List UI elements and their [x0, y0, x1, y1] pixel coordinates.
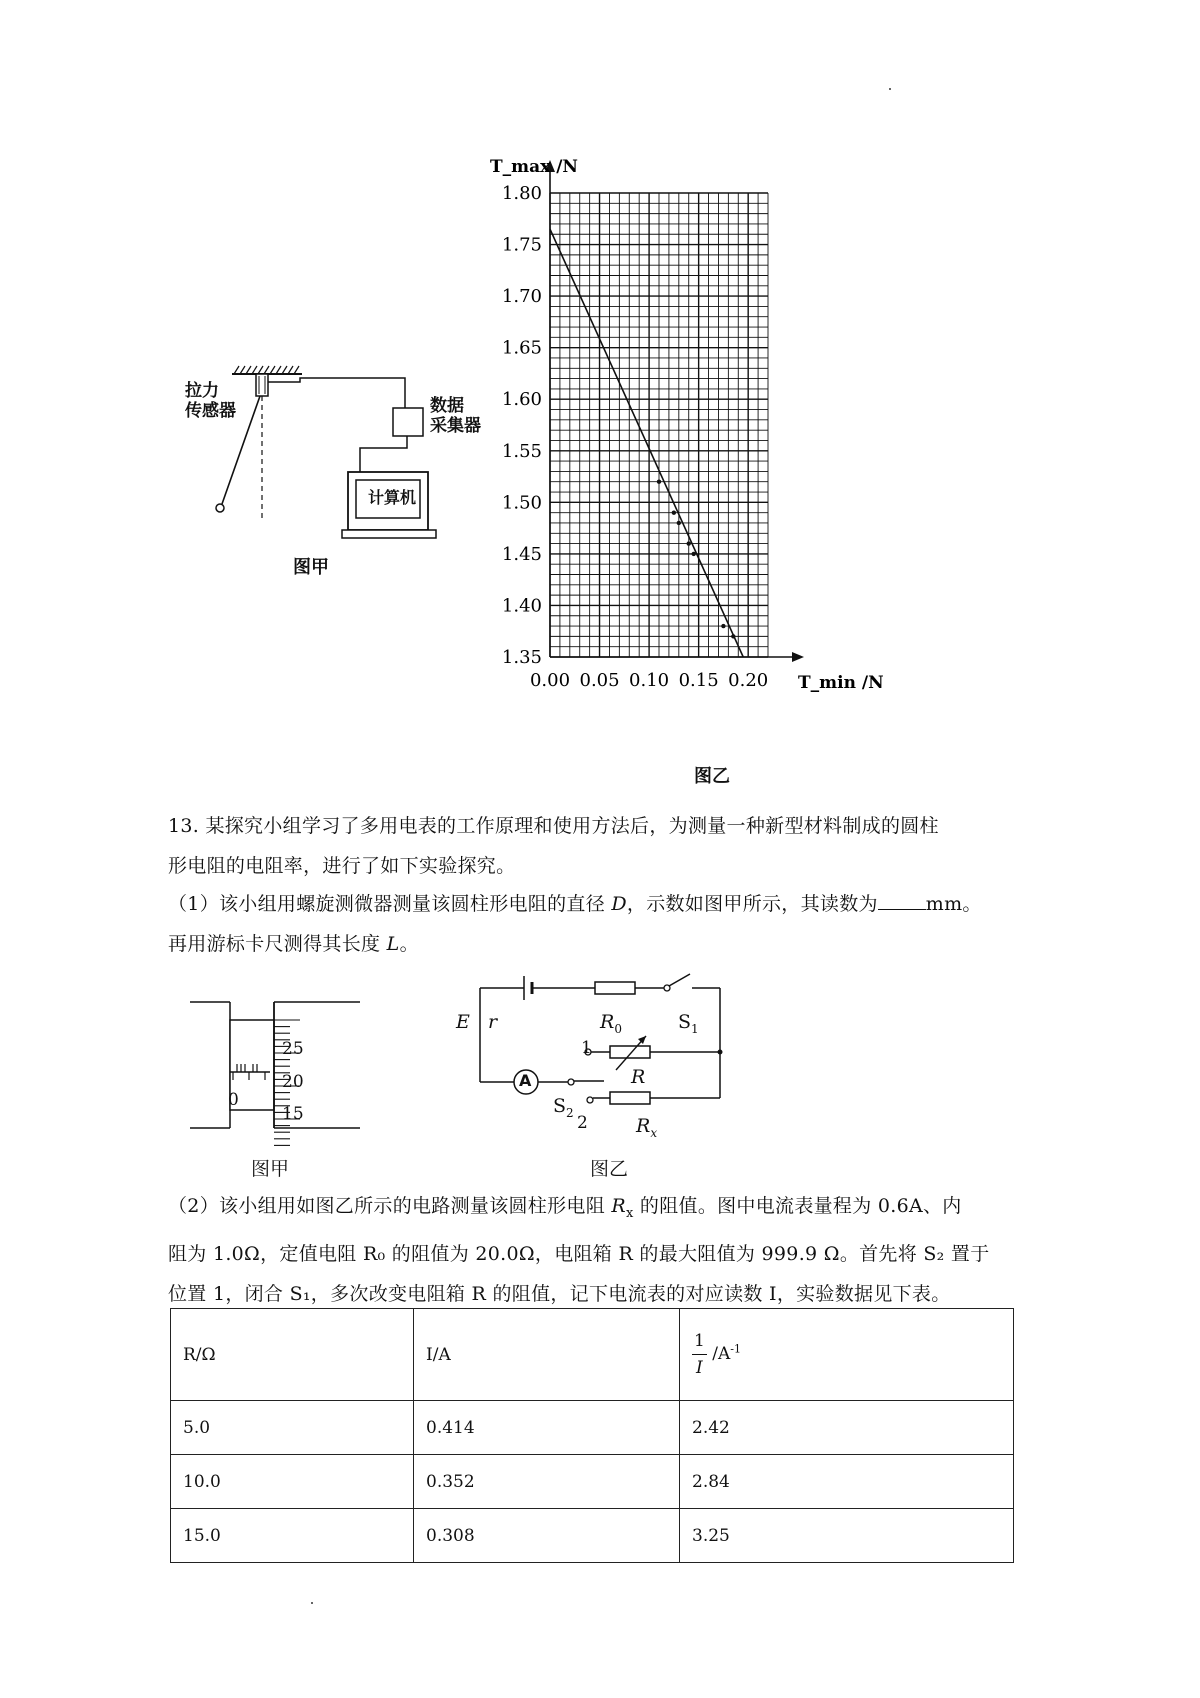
x-tick-label: 0.10	[629, 670, 670, 691]
circuit-label-E: E	[456, 1011, 470, 1033]
data-point	[721, 624, 725, 628]
table-cell: 2.42	[680, 1401, 1014, 1455]
y-tick-label: 1.55	[501, 440, 542, 462]
table-cell: 3.25	[680, 1509, 1014, 1563]
circuit-label-S1: $S_1$	[678, 1011, 699, 1036]
x-axis-label: T_min /N	[798, 673, 884, 693]
question-part2-line3: 位置 1，闭合 S₁，多次改变电阻箱 R 的阻值，记下电流表的对应读数 I，实验数据见下表。	[168, 1282, 951, 1305]
question-intro-line2: 形电阻的电阻率，进行了如下实验探究。	[168, 855, 516, 877]
resistor-rx	[610, 1092, 650, 1104]
table-header-R: R/Ω	[171, 1309, 414, 1401]
y-tick-label: 1.65	[501, 337, 542, 359]
table-header-invI: $\frac{1}{I}$ $/A^{-1}$	[680, 1309, 1014, 1401]
figure-caption-jia-bottom: 图甲	[251, 1158, 290, 1180]
circuit-diagram	[470, 970, 740, 1150]
data-point	[687, 541, 691, 545]
x-tick-label: 0.15	[678, 670, 719, 691]
question-part2-line1: （2）该小组用如图乙所示的电路测量该圆柱形电阻 $R_x$ 的阻值。图中电流表量程为 0.6A、内	[168, 1195, 962, 1221]
figure-caption-yi-bottom: 图乙	[590, 1158, 629, 1180]
x-tick-label: 0.00	[529, 670, 571, 691]
table-row	[171, 1455, 1014, 1509]
y-tick-label: 1.35	[501, 647, 542, 668]
circuit-label-pos1: 1	[581, 1038, 592, 1058]
table-header-row	[171, 1309, 1014, 1401]
question-part1-line2: 再用游标卡尺测得其长度 L。	[168, 933, 419, 955]
data-table	[170, 1308, 1014, 1563]
question-intro	[168, 806, 1036, 886]
table-cell: 0.352	[414, 1455, 680, 1509]
circuit-label-r: r	[488, 1011, 498, 1033]
question-part1-line1: （1）该小组用螺旋测微器测量该圆柱形电阻的直径 D，示数如图甲所示，其读数为 mm。	[168, 893, 982, 915]
table-header-I: I/A	[414, 1309, 680, 1401]
table-cell: 0.414	[414, 1401, 680, 1455]
collector-label-line1: 数据	[430, 396, 464, 416]
y-tick-label: 1.75	[501, 234, 542, 256]
fraction: $\frac{1}{I}$	[692, 1328, 707, 1381]
y-tick-label: 1.50	[501, 492, 542, 514]
x-axis-arrow	[792, 652, 804, 662]
x-tick-label: 0.20	[728, 670, 769, 691]
micrometer-label-20: 20	[282, 1072, 304, 1092]
switch-s1-blade	[669, 974, 690, 986]
table-cell: 2.84	[680, 1455, 1014, 1509]
micrometer-zero: 0	[228, 1090, 239, 1110]
answer-blank[interactable]	[878, 891, 926, 910]
scan-dot	[889, 88, 891, 90]
circuit-label-pos2: 2	[577, 1113, 588, 1133]
figure-caption-yi-top: 图乙	[694, 766, 730, 787]
sensor-label	[185, 381, 236, 421]
fit-line	[550, 229, 743, 657]
table-cell: 10.0	[171, 1455, 414, 1509]
sensor-label-line2: 传感器	[185, 401, 236, 421]
table-row	[171, 1401, 1014, 1455]
micrometer-label-25: 25	[282, 1039, 304, 1059]
rheostat-r	[610, 1046, 650, 1058]
y-tick-label: 1.70	[501, 286, 542, 308]
circuit-label-R: R	[631, 1066, 646, 1088]
figure-caption-jia-top: 图甲	[293, 557, 329, 578]
micrometer-diagram	[180, 990, 380, 1150]
collector-label-line2: 采集器	[430, 416, 481, 436]
data-point	[731, 634, 735, 638]
switch-s2-common	[568, 1079, 574, 1085]
micrometer-label-15: 15	[282, 1104, 304, 1124]
question-part2-line2: 阻为 1.0Ω，定值电阻 R₀ 的阻值为 20.0Ω，电阻箱 R 的最大阻值为 999.9 Ω。首先将 S₂ 置于	[168, 1242, 990, 1265]
y-tick-label: 1.60	[501, 389, 542, 411]
question-part2	[168, 1186, 1036, 1314]
tension-chart	[490, 157, 960, 760]
computer-label: 计算机	[368, 488, 417, 507]
y-tick-label: 1.40	[501, 595, 542, 617]
y-axis-label: T_max /N	[490, 157, 578, 177]
data-point	[691, 552, 695, 556]
circuit-label-Rx: $R_x$	[636, 1115, 658, 1140]
collector-label	[430, 396, 481, 436]
question-part1	[168, 884, 1036, 964]
data-point	[672, 510, 676, 514]
data-point	[677, 521, 681, 525]
scan-dot	[311, 1602, 313, 1604]
resistor-r0	[595, 982, 635, 994]
table-cell: 15.0	[171, 1509, 414, 1563]
data-point	[657, 480, 661, 484]
y-tick-label: 1.45	[501, 543, 542, 565]
switch-s2-pos2	[587, 1097, 593, 1103]
table-row	[171, 1509, 1014, 1563]
circuit-label-S2: $S_2$	[553, 1095, 574, 1120]
circuit-label-R0: $R_0$	[600, 1011, 622, 1036]
x-tick-label: 0.05	[579, 670, 620, 691]
sensor-label-line1: 拉力	[185, 381, 219, 401]
ammeter-label: A	[519, 1071, 532, 1090]
question-intro-line1: 13. 某探究小组学习了多用电表的工作原理和使用方法后，为测量一种新型材料制成的圆柱	[168, 815, 939, 837]
table-cell: 0.308	[414, 1509, 680, 1563]
table-cell: 5.0	[171, 1401, 414, 1455]
y-tick-label: 1.80	[501, 183, 542, 204]
